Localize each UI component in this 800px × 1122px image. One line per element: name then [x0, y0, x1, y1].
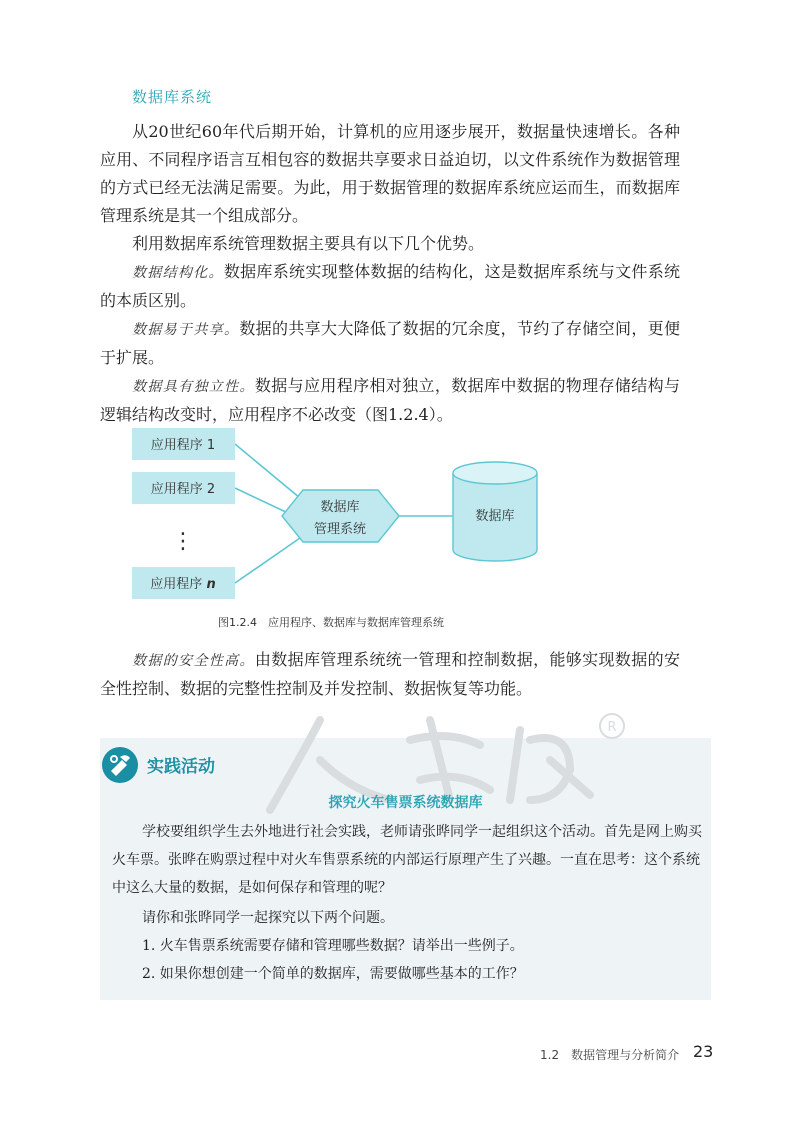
advantage-keyword: 数据结构化。: [132, 265, 224, 281]
dbms-diagram: [110, 418, 590, 608]
app1-label: 应用程序 1: [150, 438, 216, 453]
practice-icon: [100, 745, 140, 785]
advantage-text: 数据的共享大大降低了数据的冗余度，节约了存储空间，更便于扩展。: [100, 319, 680, 367]
practice-subtitle: 探究火车售票系统数据库: [328, 795, 483, 811]
body-text: [100, 118, 680, 429]
advantage-keyword: 数据具有独立性。: [132, 379, 255, 395]
figure-caption: 图1.2.4 应用程序、数据库与数据库管理系统: [218, 616, 444, 629]
database-label: 数据库: [475, 509, 515, 524]
intro-paragraph: 从20世纪60年代后期开始，计算机的应用逐步展开，数据量快速增长。各种应用、不同程序语言互相包容的数据共享要求日益迫切，以文件系统作为数据管理的方式已经无法满足需要。为此，用于数据管理的数据库系统应运而生，而数据库管理系统是其一个组成部分。: [100, 122, 680, 225]
footer-section: 1.2 数据管理与分析简介: [540, 1048, 680, 1062]
advantage-text: 由数据库管理系统统一管理和控制数据，能够实现数据的安全性控制、数据的完整性控制及并发控制、数据恢复等功能。: [100, 650, 680, 698]
page-number: 23: [693, 1042, 714, 1061]
advantage-security: [100, 646, 680, 703]
practice-question-1: 1. 火车售票系统需要存储和管理哪些数据？请举出一些例子。: [142, 938, 524, 954]
appn-label: 应用程序 n: [150, 577, 216, 592]
security-paragraph: [100, 646, 680, 703]
connector-app2: [235, 488, 290, 514]
svg-text:R: R: [607, 720, 617, 735]
advantage-sharing: [100, 315, 680, 372]
practice-intro-text: 学校要组织学生去外地进行社会实践，老师请张晔同学一起组织这个活动。首先是网上购买火车票。张晔在购票过程中对火车售票系统的内部运行原理产生了兴趣。一直在思考：这个系统中这么大量的数据，是如何保存和管理的呢？: [112, 824, 702, 896]
advantages-lead: 利用数据库系统管理数据主要具有以下几个优势。: [132, 234, 485, 253]
connector-appn: [235, 538, 300, 583]
practice-title: 实践活动: [147, 757, 215, 777]
practice-intro: [112, 818, 702, 902]
advantage-structured: [100, 258, 680, 315]
dbms-label-line2: 管理系统: [313, 522, 367, 537]
section-heading: 数据库系统: [132, 88, 213, 106]
dbms-label-line1: 数据库: [320, 500, 360, 515]
advantage-keyword: 数据的安全性高。: [132, 653, 255, 669]
advantage-keyword: 数据易于共享。: [132, 322, 240, 338]
app2-label: 应用程序 2: [150, 482, 216, 497]
database-cylinder-top: [453, 462, 537, 484]
practice-questions: [142, 904, 702, 988]
advantage-text: 数据与应用程序相对独立，数据库中数据的物理存储结构与逻辑结构改变时，应用程序不必改变（图1.2.4）。: [100, 376, 680, 424]
practice-question-2: 2. 如果你想创建一个简单的数据库，需要做哪些基本的工作？: [142, 966, 524, 982]
practice-prompt: 请你和张晔同学一起探究以下两个问题。: [142, 910, 394, 926]
advantage-text: 数据库系统实现整体数据的结构化，这是数据库系统与文件系统的本质区别。: [100, 262, 680, 310]
ellipsis: ⋮: [172, 529, 194, 554]
connector-app1: [235, 444, 300, 498]
